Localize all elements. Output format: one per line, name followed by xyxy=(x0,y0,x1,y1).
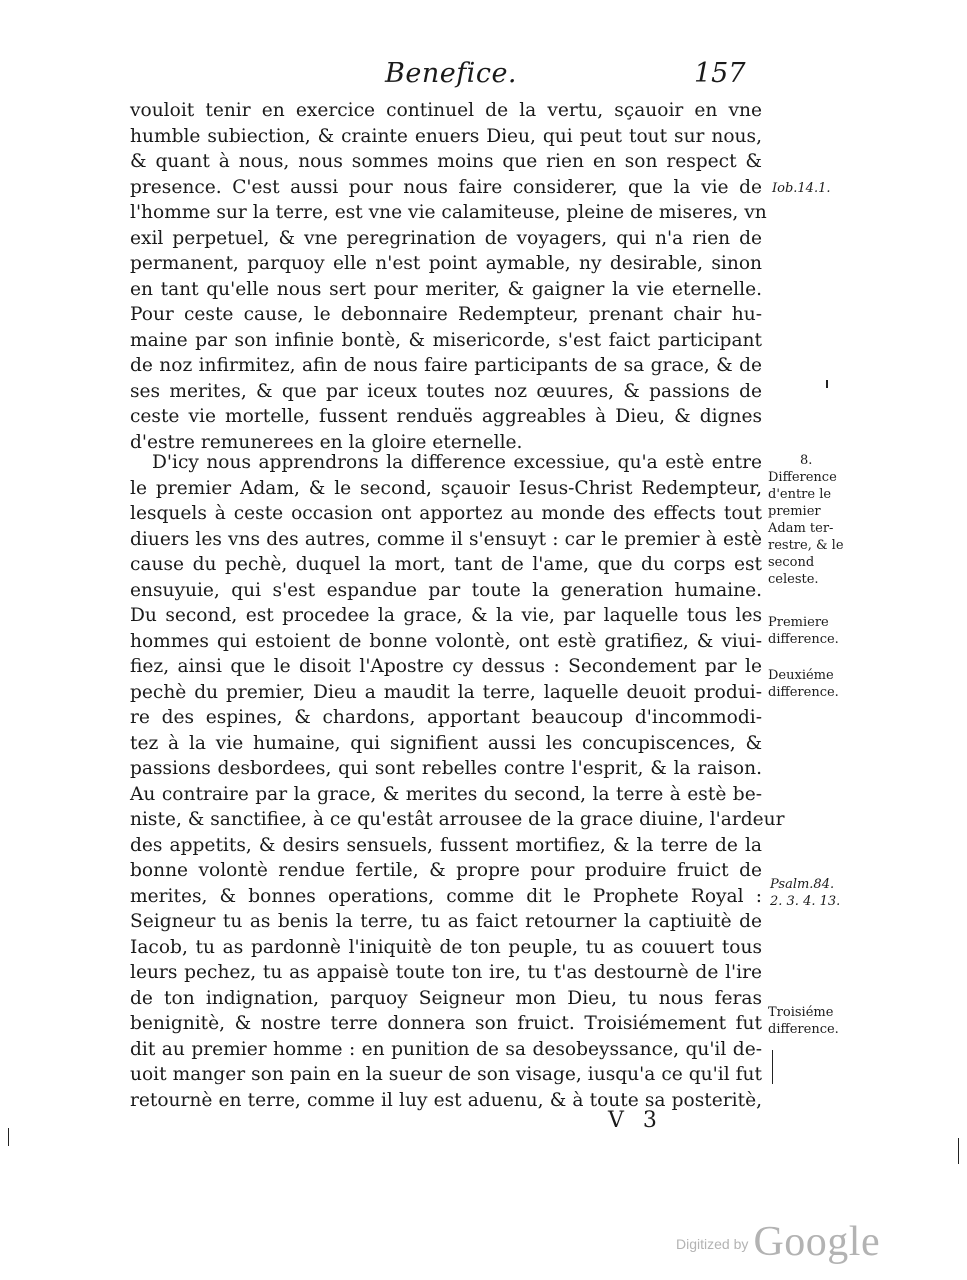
page-number: 157 xyxy=(694,58,746,89)
margin-premiere-difference xyxy=(768,614,839,648)
margin-line: difference. xyxy=(768,685,839,700)
text-line: hommes qui estoient de bonne volontè, ont estè gratifiez, & viui- xyxy=(130,630,762,652)
text-line: leurs pechez, tu as appaisè toute ton ire, tu t'as destournè de l'ire xyxy=(130,962,762,983)
paragraph-2 xyxy=(130,450,785,1113)
margin-line: Difference xyxy=(768,470,837,485)
margin-line: celeste. xyxy=(768,572,819,587)
text-line: benignitè, & nostre terre donnera son fruict. Troisiémement fut xyxy=(130,1013,762,1034)
text-line: maine par son infinie bontè, & misericorde, s'est faict participant xyxy=(130,329,762,351)
text-line: ensuyuie, qui s'est espandue par toute la generation humaine. xyxy=(130,579,762,601)
margin-line: Deuxiéme xyxy=(768,668,834,683)
text-line: cause du pechè, duquel la mort, tant de l'ame, que du corps est xyxy=(130,554,762,575)
margin-line: premier xyxy=(768,504,821,519)
margin-troisieme-difference xyxy=(768,1004,839,1038)
text-line: Pour ceste cause, le debonnaire Redempteur, prenant chair hu- xyxy=(130,304,762,325)
stray-mark xyxy=(826,380,828,388)
stray-mark xyxy=(958,1138,959,1164)
text-line: lesquels à ceste occasion ont apportez au monde des effects tout xyxy=(130,503,762,524)
text-line: permanent, parquoy elle n'est point aymable, ny desirable, sinon xyxy=(130,253,762,274)
text-line: tez à la vie humaine, qui signifient aussi les concupiscences, & xyxy=(130,732,762,754)
margin-line: difference. xyxy=(768,1022,839,1037)
text-line: dit au premier homme : en punition de sa desobeyssance, qu'il de- xyxy=(130,1038,762,1060)
text-line: presence. C'est aussi pour nous faire considerer, que la vie de xyxy=(130,176,762,198)
text-line: niste, & sanctifiee, à ce qu'estât arrousee de la grace diuine, l'ardeur xyxy=(130,809,785,830)
signature-mark: V 3 xyxy=(608,1108,663,1133)
margin-line: restre, & le xyxy=(768,538,844,553)
text-line: D'icy nous apprendrons la difference excessiue, qu'a estè entre xyxy=(152,452,762,473)
margin-line: d'entre le xyxy=(768,487,832,502)
text-line: Du second, est procedee la grace, & la vie, par laquelle tous les xyxy=(130,605,762,626)
text-line: exil perpetuel, & vne peregrination de voyagers, qui n'a rien de xyxy=(130,227,762,249)
text-line: passions desbordees, qui sont rebelles contre l'esprit, & la raison. xyxy=(130,758,762,779)
margin-job-reference: Iob.14.1. xyxy=(772,181,831,196)
margin-line: second xyxy=(768,555,815,570)
text-line: pechè du premier, Dieu a maudit la terre, laquelle deuoit produi- xyxy=(130,681,762,703)
text-line: vouloit tenir en exercice continuel de la vertu, sçauoir en vne xyxy=(130,100,762,121)
text-line: diuers les vns des autres, comme il s'ensuyt : car le premier à estè xyxy=(130,528,762,550)
stray-mark xyxy=(772,1050,773,1084)
text-line: le premier Adam, & le second, sçauoir Iesus-Christ Redempteur, xyxy=(130,477,762,499)
text-line: l'homme sur la terre, est vne vie calamiteuse, pleine de miseres, vn xyxy=(130,202,767,223)
text-line: bonne volontè rendue fertile, & propre pour produire fruict de xyxy=(130,860,762,881)
text-line: re des espines, & chardons, apportant beaucoup d'incommodi- xyxy=(130,707,762,728)
watermark-prefix: Digitized by xyxy=(676,1236,749,1252)
text-line: Iacob, tu as pardonnè l'iniquitè de ton peuple, tu as couuert tous xyxy=(130,936,762,958)
margin-line: Premiere xyxy=(768,615,829,630)
text-line: fiez, ainsi que le disoit l'Apostre cy dessus : Secondement par le xyxy=(130,656,762,677)
text-line: en tant qu'elle nous sert pour meriter, & gaigner la vie eternelle. xyxy=(130,278,762,300)
margin-psalm-reference xyxy=(770,876,840,910)
text-line: Au contraire par la grace, & merites du second, la terre à estè be- xyxy=(130,783,762,805)
text-line: ceste vie mortelle, fussent renduës aggreables à Dieu, & dignes xyxy=(130,406,762,427)
text-line: Seigneur tu as benis la terre, tu as faict retourner la captiuitè de xyxy=(130,911,762,932)
text-line: de noz infirmitez, afin de nous faire participants de sa grace, & de xyxy=(130,355,762,376)
text-line: de ton indignation, parquoy Seigneur mon Dieu, tu nous feras xyxy=(130,987,762,1009)
text-line: retournè en terre, comme il luy est aduenu, & à toute sa posteritè, xyxy=(130,1089,762,1111)
text-line: des appetits, & desirs sensuels, fussent mortifiez, & la terre de la xyxy=(130,834,762,856)
margin-line: Troisiéme xyxy=(768,1005,834,1020)
margin-deuxieme-difference xyxy=(768,667,839,701)
margin-line: 2. 3. 4. 13. xyxy=(770,894,841,909)
text-line: humble subiection, & crainte enuers Dieu, qui peut tout sur nous, xyxy=(130,125,762,147)
margin-note-number: 8. xyxy=(800,453,813,468)
watermark-brand: Google xyxy=(753,1219,881,1265)
text-line: uoit manger son pain en la sueur de son visage, iusqu'a ce qu'il fut xyxy=(130,1064,762,1085)
text-line: d'estre remunerees en la gloire eternelle. xyxy=(130,431,523,453)
margin-line: Psalm.84. xyxy=(770,877,835,892)
margin-line: Adam ter- xyxy=(768,521,834,536)
text-line: ses merites, & que par iceux toutes noz œuures, & passions de xyxy=(130,380,762,402)
paragraph-1 xyxy=(130,98,767,455)
digitized-watermark xyxy=(676,1218,880,1266)
text-line: & quant à nous, nous sommes moins que rien en son respect & xyxy=(130,151,762,172)
stray-mark xyxy=(8,1128,9,1146)
running-head-title: Benefice. xyxy=(385,58,517,89)
text-line: merites, & bonnes operations, comme dit le Prophete Royal : xyxy=(130,885,762,907)
margin-line: difference. xyxy=(768,632,839,647)
margin-difference-note xyxy=(768,469,844,588)
